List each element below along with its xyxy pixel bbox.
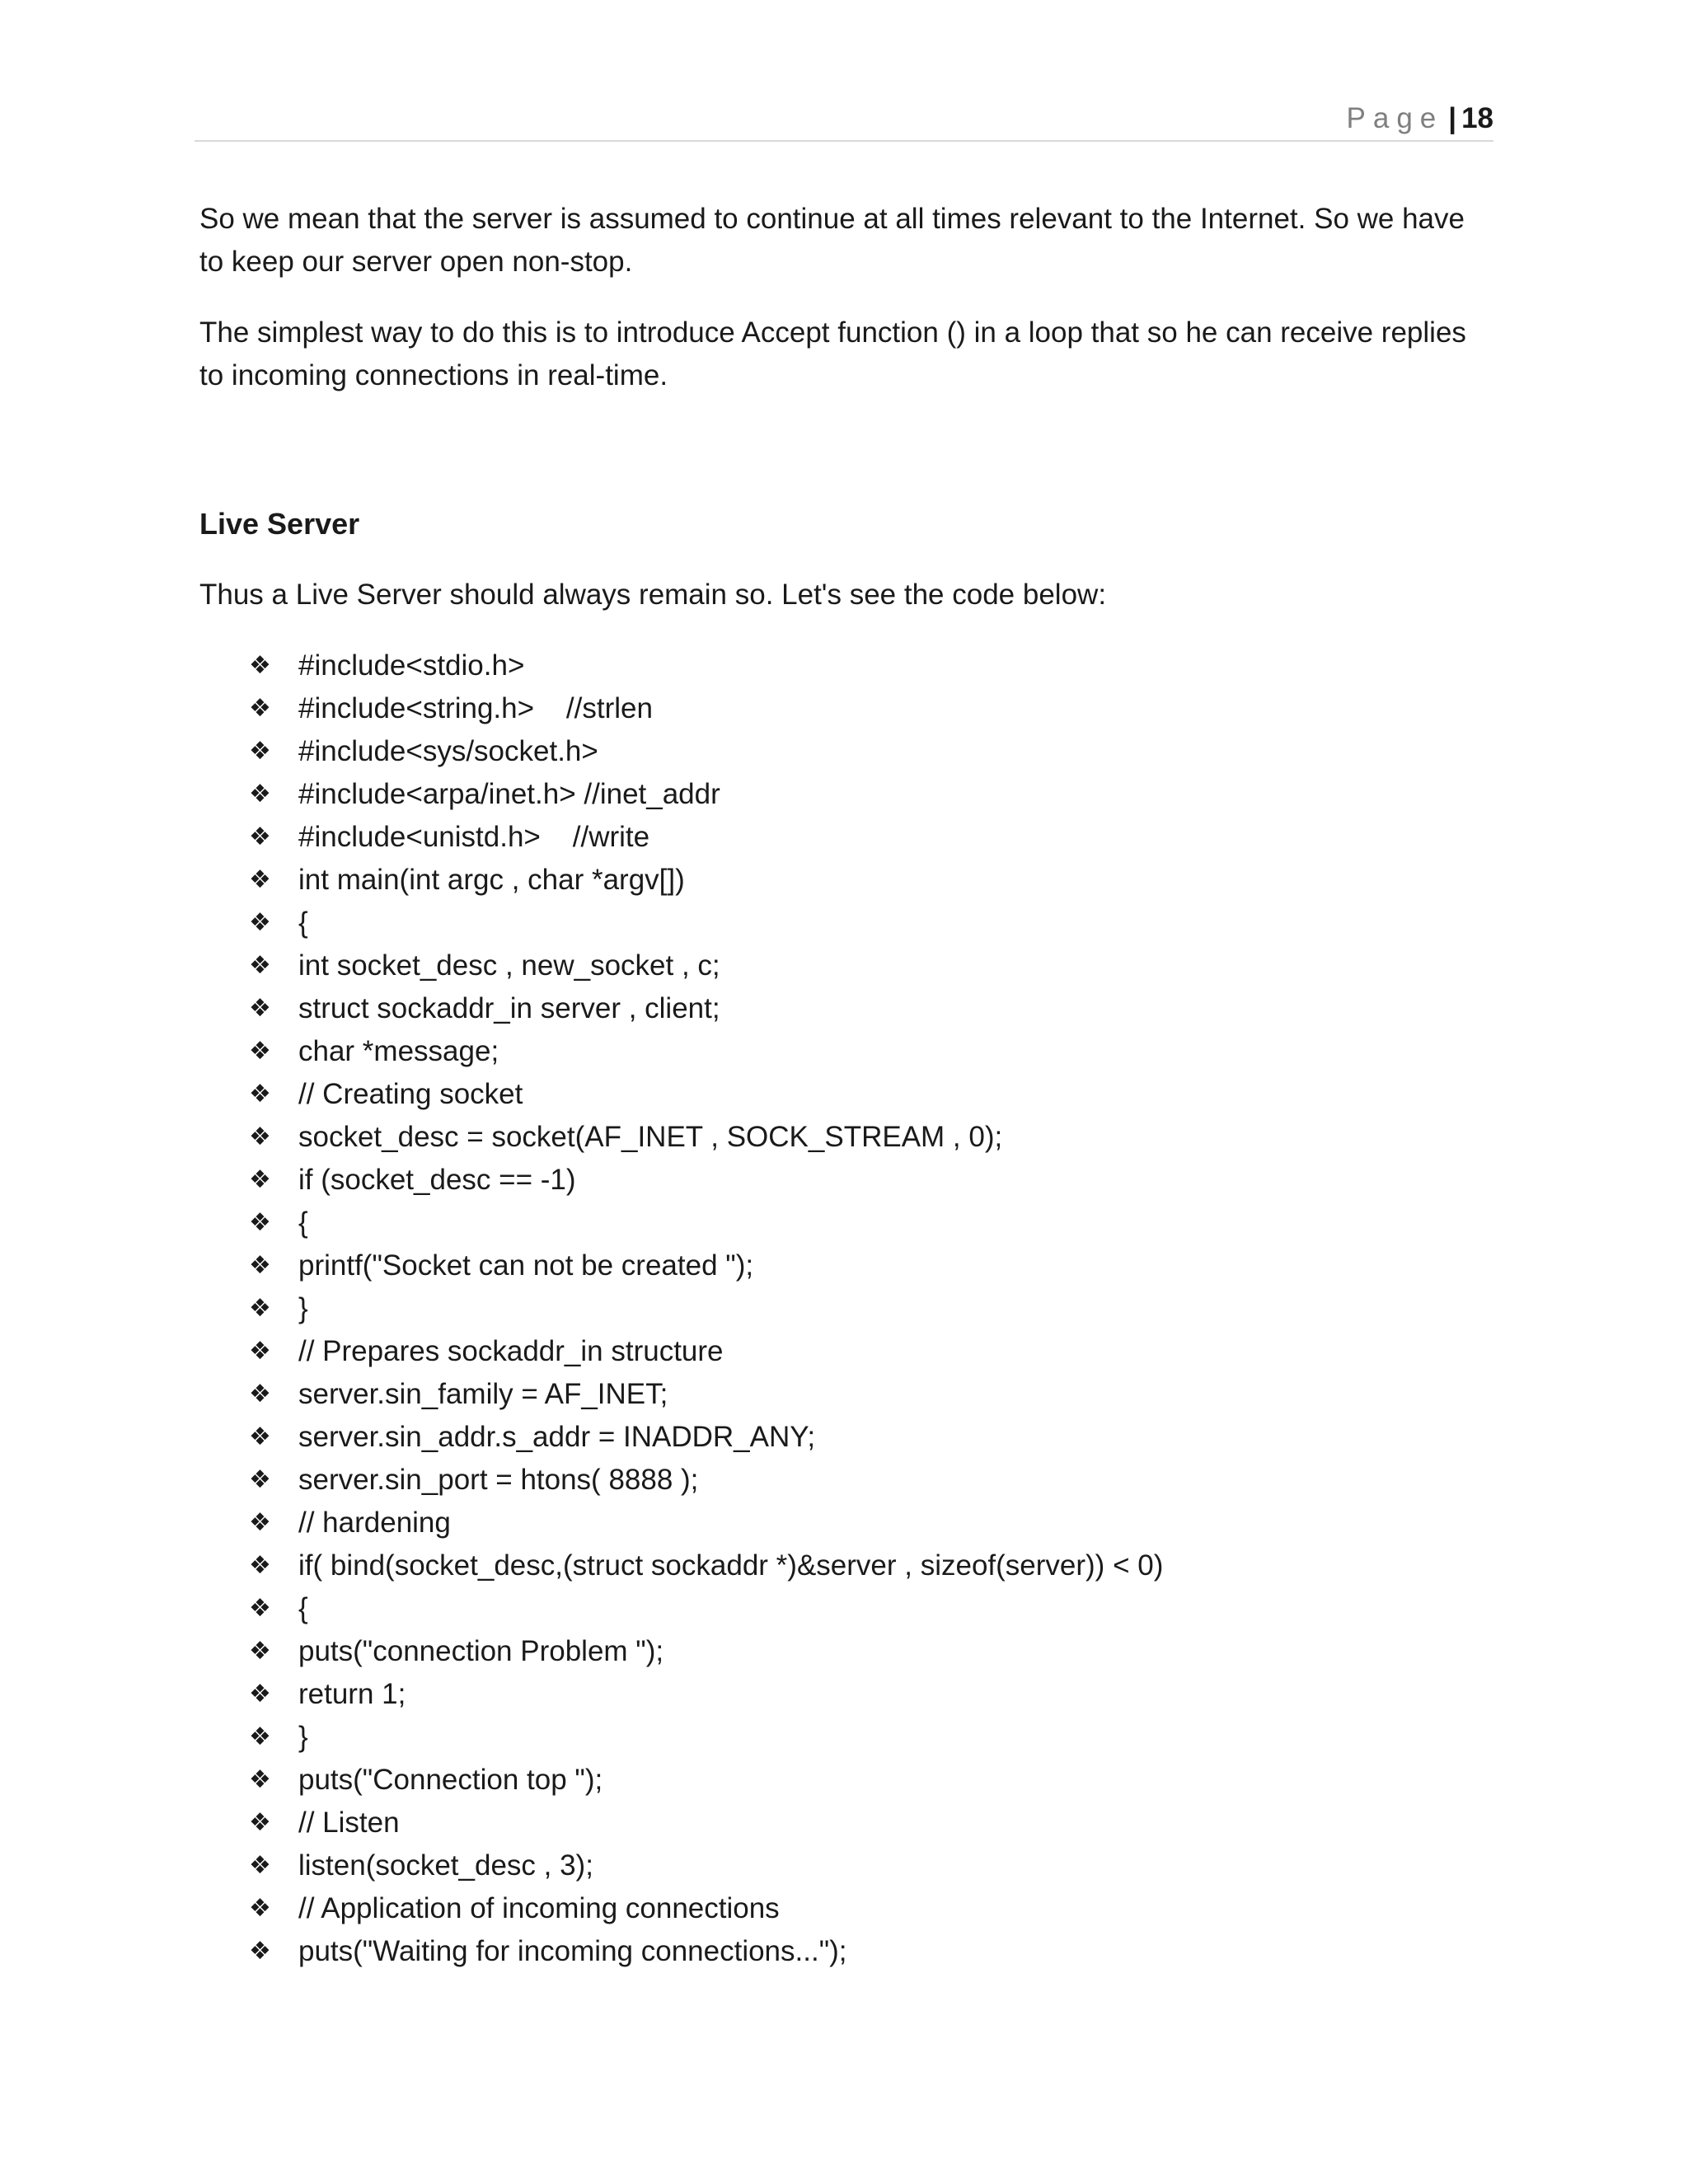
code-line-text: if (socket_desc == -1) [298,1164,576,1196]
diamond-bullet-icon: ❖ [249,1595,271,1622]
diamond-bullet-icon: ❖ [249,823,271,851]
diamond-bullet-icon: ❖ [249,695,271,722]
diamond-bullet-icon: ❖ [249,1080,271,1108]
code-line [249,1673,1485,1716]
diamond-bullet-icon: ❖ [249,1638,271,1665]
code-line-text: listen(socket_desc , 3); [298,1849,593,1882]
code-line [249,1244,1485,1287]
code-line-text: // Prepares sockaddr_in structure [298,1335,724,1367]
code-line [249,987,1485,1030]
diamond-bullet-icon: ❖ [249,1295,271,1322]
code-line-text: // Creating socket [298,1078,523,1110]
diamond-bullet-icon: ❖ [249,1766,271,1793]
code-line-text: #include<sys/socket.h> [298,735,598,767]
code-line-text: #include<string.h> //strlen [298,692,653,724]
code-line [249,1373,1485,1416]
code-line [249,1802,1485,1844]
code-line [249,1930,1485,1973]
diamond-bullet-icon: ❖ [249,866,271,893]
diamond-bullet-icon: ❖ [249,1166,271,1193]
code-line [249,773,1485,816]
diamond-bullet-icon: ❖ [249,1938,271,1965]
code-line-text: #include<arpa/inet.h> //inet_addr [298,778,720,810]
page-separator: | [1448,102,1457,134]
code-line-text: #include<unistd.h> //write [298,821,650,853]
diamond-bullet-icon: ❖ [249,909,271,936]
code-line [249,730,1485,773]
section-intro: Thus a Live Server should always remain so. Let's see the code below: [199,579,1107,611]
diamond-bullet-icon: ❖ [249,1552,271,1579]
code-line [249,1330,1485,1373]
code-line-text: } [298,1721,308,1753]
diamond-bullet-icon: ❖ [249,952,271,979]
paragraph-1: So we mean that the server is assumed to continue at all times relevant to the Internet. So we have to keep our server open non-stop. [199,203,1465,278]
code-line [249,1887,1485,1930]
code-line [249,816,1485,859]
code-line-text: { [298,1207,308,1239]
diamond-bullet-icon: ❖ [249,738,271,765]
code-line-text: int main(int argc , char *argv[]) [298,864,685,896]
code-line [249,1073,1485,1116]
diamond-bullet-icon: ❖ [249,1252,271,1279]
code-line-text: // hardening [298,1507,451,1539]
code-line-text: server.sin_family = AF_INET; [298,1378,668,1410]
section-heading: Live Server [199,507,360,541]
code-line-text: server.sin_port = htons( 8888 ); [298,1464,699,1496]
code-line [249,1287,1485,1330]
diamond-bullet-icon: ❖ [249,1509,271,1536]
paragraph-2: The simplest way to do this is to introduce Accept function () in a loop that so he can receive replies to incoming connections in real-time. [199,316,1466,391]
diamond-bullet-icon: ❖ [249,1466,271,1493]
code-line [249,644,1485,687]
code-line-text: server.sin_addr.s_addr = INADDR_ANY; [298,1421,816,1453]
page-content [199,198,1485,1973]
code-line-text: printf("Socket can not be created "); [298,1249,754,1282]
code-line [249,1716,1485,1759]
code-line [249,1459,1485,1502]
diamond-bullet-icon: ❖ [249,652,271,679]
code-line-text: struct sockaddr_in server , client; [298,992,720,1024]
code-line-text: // Listen [298,1807,400,1839]
code-line-text: if( bind(socket_desc,(struct sockaddr *)&server , sizeof(server)) < 0) [298,1549,1164,1582]
code-line-text: return 1; [298,1678,406,1710]
code-listing [199,644,1485,1973]
code-line [249,1159,1485,1202]
diamond-bullet-icon: ❖ [249,1895,271,1922]
code-line-text: #include<stdio.h> [298,649,525,682]
page-header [195,97,1493,142]
code-line [249,944,1485,987]
code-line [249,859,1485,902]
code-line [249,1844,1485,1887]
code-line [249,1116,1485,1159]
code-line-text: char *message; [298,1035,499,1067]
code-line [249,1502,1485,1544]
code-line [249,1759,1485,1802]
diamond-bullet-icon: ❖ [249,1123,271,1151]
diamond-bullet-icon: ❖ [249,1209,271,1236]
code-line [249,1587,1485,1630]
code-line [249,1544,1485,1587]
code-line [249,1030,1485,1073]
code-line [249,1630,1485,1673]
diamond-bullet-icon: ❖ [249,1423,271,1451]
diamond-bullet-icon: ❖ [249,1809,271,1836]
code-line-text: int socket_desc , new_socket , c; [298,949,720,982]
diamond-bullet-icon: ❖ [249,1723,271,1750]
code-line-text: puts("Waiting for incoming connections..."); [298,1935,847,1967]
code-line [249,902,1485,944]
code-line-text: // Application of incoming connections [298,1892,780,1924]
code-line-text: socket_desc = socket(AF_INET , SOCK_STREAM , 0); [298,1121,1003,1153]
code-line-text: puts("connection Problem "); [298,1635,664,1667]
code-line [249,1202,1485,1244]
diamond-bullet-icon: ❖ [249,1852,271,1879]
code-line [249,1416,1485,1459]
diamond-bullet-icon: ❖ [249,1338,271,1365]
code-line-text: { [298,907,308,939]
code-line-text: } [298,1292,308,1324]
diamond-bullet-icon: ❖ [249,780,271,808]
diamond-bullet-icon: ❖ [249,995,271,1022]
code-line-text: { [298,1592,308,1624]
diamond-bullet-icon: ❖ [249,1680,271,1708]
diamond-bullet-icon: ❖ [249,1038,271,1065]
code-line [249,687,1485,730]
page-number: 18 [1461,102,1493,134]
page-label: Page [1346,102,1444,134]
code-line-text: puts("Connection top "); [298,1764,603,1796]
diamond-bullet-icon: ❖ [249,1380,271,1408]
